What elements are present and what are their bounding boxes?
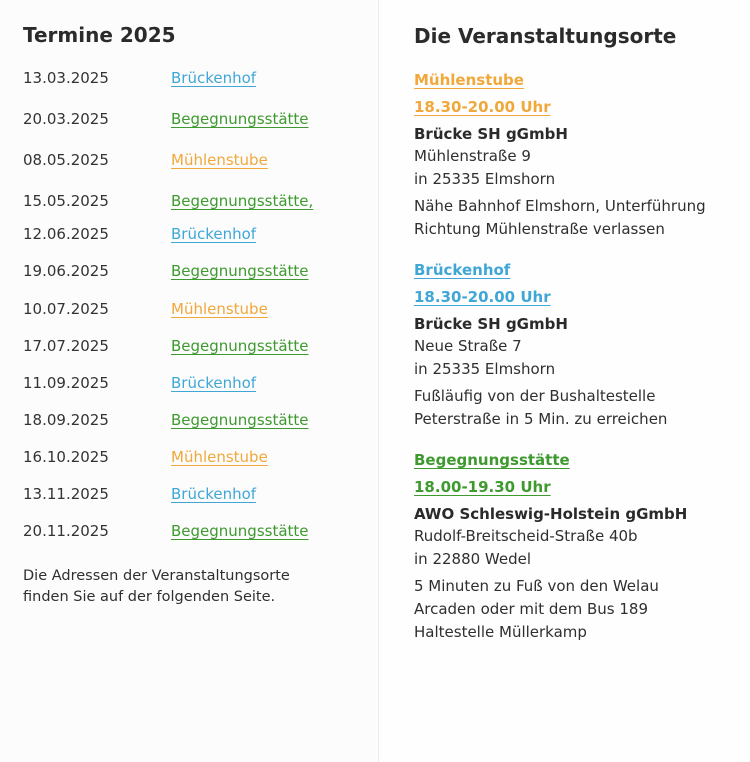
- date-value: 08.05.2025: [23, 151, 109, 169]
- venue-directions: [414, 575, 744, 644]
- venue-street: Neue Straße 7: [414, 337, 522, 355]
- venue-directions: [414, 385, 744, 431]
- venue-name[interactable]: Brückenhof: [414, 261, 511, 279]
- venue-link[interactable]: Brückenhof: [171, 69, 257, 87]
- date-value: 20.03.2025: [23, 110, 109, 128]
- date-row: [23, 522, 353, 544]
- venue-directions-line: Richtung Mühlenstraße verlassen: [414, 220, 665, 238]
- date-value: 19.06.2025: [23, 262, 109, 280]
- date-row: [23, 374, 353, 396]
- venue-block-begegnungsstaette: [414, 449, 744, 644]
- date-row: [23, 485, 353, 507]
- venue-street: Mühlenstraße 9: [414, 147, 531, 165]
- venue-directions-line: Arcaden oder mit dem Bus 189: [414, 600, 648, 618]
- date-value: 18.09.2025: [23, 411, 109, 429]
- venue-link[interactable]: Begegnungsstätte,: [171, 192, 314, 210]
- venue-directions-line: Fußläufig von der Bushaltestelle: [414, 387, 656, 405]
- venue-city: in 25335 Elmshorn: [414, 360, 556, 378]
- venue-name[interactable]: Begegnungsstätte: [414, 451, 570, 469]
- venue-directions-line: 5 Minuten zu Fuß von den Welau: [414, 577, 659, 595]
- date-row: [23, 110, 353, 132]
- venue-block-brueckenhof: [414, 259, 744, 431]
- dates-title: Termine 2025: [23, 23, 176, 47]
- venue-organization: AWO Schleswig-Holstein gGmbH: [414, 505, 688, 523]
- venue-organization: Brücke SH gGmbH: [414, 315, 568, 333]
- date-value: 12.06.2025: [23, 225, 109, 243]
- date-row: [23, 192, 353, 214]
- address-note: [23, 566, 353, 608]
- venue-link[interactable]: Begegnungsstätte: [171, 337, 309, 355]
- venue-link[interactable]: Brückenhof: [171, 374, 257, 392]
- date-row: [23, 69, 353, 91]
- venue-city: in 22880 Wedel: [414, 550, 532, 568]
- venue-link[interactable]: Brückenhof: [171, 485, 257, 503]
- address-note-line: finden Sie auf der folgenden Seite.: [23, 589, 276, 605]
- venue-directions: [414, 195, 744, 241]
- venue-city: in 25335 Elmshorn: [414, 170, 556, 188]
- date-row: [23, 300, 353, 322]
- venue-time: 18.30-20.00 Uhr: [414, 288, 551, 306]
- date-value: 13.03.2025: [23, 69, 109, 87]
- venue-link[interactable]: Begegnungsstätte: [171, 522, 309, 540]
- date-value: 16.10.2025: [23, 448, 109, 466]
- venue-time: 18.00-19.30 Uhr: [414, 478, 551, 496]
- date-value: 20.11.2025: [23, 522, 109, 540]
- date-value: 13.11.2025: [23, 485, 109, 503]
- date-row: [23, 337, 353, 359]
- venue-link[interactable]: Begegnungsstätte: [171, 110, 309, 128]
- date-value: 17.07.2025: [23, 337, 109, 355]
- venue-link[interactable]: Begegnungsstätte: [171, 411, 309, 429]
- date-row: [23, 262, 353, 284]
- venue-link[interactable]: Begegnungsstätte: [171, 262, 309, 280]
- venue-link[interactable]: Mühlenstube: [171, 300, 268, 318]
- venue-link[interactable]: Mühlenstube: [171, 448, 268, 466]
- venue-directions-line: Haltestelle Müllerkamp: [414, 623, 587, 641]
- venue-link[interactable]: Mühlenstube: [171, 151, 268, 169]
- venue-time: 18.30-20.00 Uhr: [414, 98, 551, 116]
- date-row: [23, 411, 353, 433]
- right-page: [378, 0, 750, 762]
- venue-directions-line: Peterstraße in 5 Min. zu erreichen: [414, 410, 668, 428]
- venue-street: Rudolf-Breitscheid-Straße 40b: [414, 527, 638, 545]
- date-row: [23, 225, 353, 247]
- date-row: [23, 151, 353, 173]
- venue-link[interactable]: Brückenhof: [171, 225, 257, 243]
- date-value: 10.07.2025: [23, 300, 109, 318]
- venue-directions-line: Nähe Bahnhof Elmshorn, Unterführung: [414, 197, 706, 215]
- venue-organization: Brücke SH gGmbH: [414, 125, 568, 143]
- venues-title: Die Veranstaltungsorte: [414, 24, 677, 48]
- date-row: [23, 448, 353, 470]
- date-value: 15.05.2025: [23, 192, 109, 210]
- address-note-line: Die Adressen der Veranstaltungsorte: [23, 568, 290, 584]
- venue-name[interactable]: Mühlenstube: [414, 71, 524, 89]
- venue-block-muehlenstube: [414, 69, 744, 241]
- date-value: 11.09.2025: [23, 374, 109, 392]
